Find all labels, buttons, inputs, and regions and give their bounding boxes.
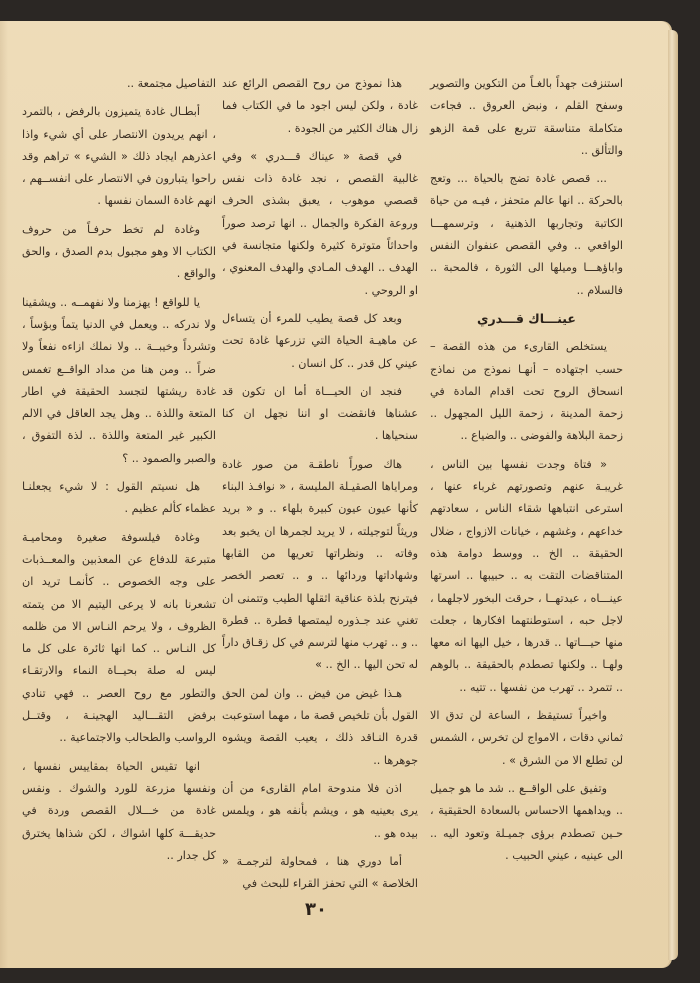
paragraph: في قصة « عيناك قـــدري » وفي غالبية القصص ، نجد غادة ذات نفس قصصي موهوب ، يعبق بشذى الحرف وروعة الفكرة والجمال .. انها ترصد صوراً واحداثاً متوترة كثيرة ولكنها متجانسة في الهدف .. الهدف المـادي والهدف المعنوي ، او الروحي . xyxy=(222,149,418,297)
section-heading: عينـــاك قـــدري xyxy=(477,310,576,326)
paragraph: وتفيق على الواقــع .. شد ما هو جميل .. ويداهمها الاحساس بالسعادة الحقيقية ، حـين تصطدم برؤى جميـلة وتعود اليه .. الى عينيه ، عيني الحبيب . xyxy=(430,781,623,862)
paragraph: هل نسيتم القول : لا شيء يجعلنـا عظماء كألم عظيم . xyxy=(22,480,216,516)
paragraph: أبطـال غادة يتميزون بالرفض ، بالتمرد ، انهم يريدون الانتصار على أي شيء واذا اعذرهم ايجاد ذلك « الشيء » تراهم وقد راحوا يتبارون في الانتصار على انفســهم ، انهم غادة السمان نفسها . xyxy=(22,105,216,208)
column-left xyxy=(22,73,216,873)
paragraph: ... قصص غادة تضج بالحياة ... وتعج بالحركة .. انها عالم متحفز ، فيـه من حياة الكاتبة وتجاربها الذهنية ، وترسمهـــا الواقعي .. وفي القصص عنفوان النفس واباؤهـــا وميلها الى الثورة ، فالمحبة .. فالسلام .. xyxy=(430,172,623,297)
column-right xyxy=(430,73,623,873)
paragraph: وغادة فيلسوفة صغيرة ومحاميـة متبرعة للدفاع عن المعذبين والمعــذبات على وجه الخصوص .. كأنمـا تريد ان تشعرنا بانه لا يرعى اليتيم الا من يتمته الظروف ، ولا يرحم النـاس الا من ظلمه كل النـاس .. كما انها ثائرة على كل ما ليس له صلة بحيــاة النماء والارتقـاء والتطور مع روح العصر .. فهي تنادي برفض التقـــاليد الهجينـة ، وقتــل الرواسب والطحالب والاجتماعية .. xyxy=(22,530,216,745)
paragraph: اذن فلا مندوحة امام القارىء من أن يرى بعينيه هو ، ويشم بأنفه هو ، ويلمس بيده هو .. xyxy=(222,781,418,840)
paragraph: انها تقيس الحياة بمقاييس نفسها ، ونفسها مزرعة للورد والشوك . ونفس غادة من خـــلال القصص وردة في حديقـــة كلها اشواك ، لكن شذاها يخترق كل جدار .. xyxy=(22,759,216,862)
column-middle xyxy=(222,73,418,901)
paragraph: يا للواقع ! يهزمنا ولا نفهمــه .. ويشقينا ولا ندركه .. ويعمل في الدنيا يتماً وبؤساً ، وتشرداً وخيبــة .. ولا نملك ازاءه نفعاً ولا ضراً .. ومن هنا من مداد الواقــع تغمس غادة ريشتها لتجسد الحقيقة في اطار المتعة واللذة .. وهل يجد العاقل في الالم الكبير غير المتعة واللذة .. لذة التفوق ، والصبر والصمود .. ؟ xyxy=(22,295,216,465)
paragraph: وبعد كل قصة يطيب للمرء أن يتساءل عن ماهيـة الحياة التي تزرعها غادة تحت عيني كل قدر .. كل انسان . xyxy=(222,311,418,370)
paragraph: واخيراً تستيقظ ، الساعة لن تدق الا ثماني دقات ، الامواج لن تخرس ، الشمس لن تطلع الا من الشرق » . xyxy=(430,709,623,767)
quoted-paragraph: « فتاة وجدت نفسها بين الناس ، غريبـة عنهم وتصورتهم غرباء عنها ، استرعى انتباهها شقاء الناس ، سعادتهم خداعهم ، وغشهم ، خيانات الازواج ، ضلال الحقيقة .. الخ .. ووسط دوامة هذه المتناقضات التقت به .. حبيبها .. اسرتها عينـــاه ، عبدتهــا ، حرقت البخور لاجلهما ، لاجل حبه ، استوطنتهما افكارها ، جعلت منها حيـــاتها .. قدرها ، خيل اليها انه معها ولهـا .. ولكنها تصطدم بالحقيقة .. بالوهم .. تتمرد .. تهرب من نفسها .. تتيه .. xyxy=(430,457,623,694)
paragraph: هذا نموذج من روح القصص الرائع عند غادة ، ولكن ليس اجود ما في الكتاب فما زال هناك الكثير من الجودة . xyxy=(222,77,418,135)
paragraph: وغادة لم تخط حرفـاً من حروف الكتاب الا وهو مجبول بدم الصدق ، والحق والواقع . xyxy=(22,222,216,281)
page-stack-edge xyxy=(668,30,678,960)
paragraph: فنجد ان الحيـــاة أما ان تكون قد عشناها فانقضت او اننا نجهل ان كنا سنحياها . xyxy=(222,384,418,443)
paragraph: التفاصيل مجتمعة .. xyxy=(127,77,216,90)
magazine-page xyxy=(0,21,672,968)
quoted-paragraph: هاك صوراً ناطقـة من صور غادة ومراياها الصقيـلة المليسة ، « نوافـذ البناء كأنها عيون عيون كبيرة بلهاء .. و « بريد وريثاً لتوجيلته ، لا يريد لجمرها ان يخبو بعد وفاته .. ونظراتها تعريها من القابها وشهاداتها وردائها .. و .. تعصر الخصر فيترنح بلذة عناقية اثقلها الطيب وتتمنى ان تغني عند جـذوره ليمتصها قطرة .. قطرة .. و .. تهرب منها لترسم في كل زقـاق داراً له تحن اليها .. الخ .. » xyxy=(222,457,418,672)
paragraph: أما دوري هنا ، فمحاولة لترجمـة « الخلاصة » التي تحفز القراء للبحث في xyxy=(222,854,418,891)
paragraph: يستخلص القارىء من هذه القصة – حسب اجتهاده – أنهـا نموذج من نماذج انسحاق الروح تحت اقدام المادة في زحمة المدينة ، زحمة الليل المجهول .. زحمة البلاهة والفوضى .. والضياع .. xyxy=(430,340,623,443)
paragraph: هـذا غيض من فيض .. وان لمن الحق القول بأن تلخيص قصة ما ، مهما استوعبت قدرة النـاقد ذلك ، يعيب القصة ويشوه جوهرها .. xyxy=(222,686,418,767)
paragraph: استنزفت جهداً بالغـاً من التكوين والتصوير وسفح القلم ، ونبض العروق .. فجاءت متكاملة متناسقة تتربع على قمة الزهو والتألق .. xyxy=(430,77,623,157)
page-number: ٣٠ xyxy=(305,899,327,920)
